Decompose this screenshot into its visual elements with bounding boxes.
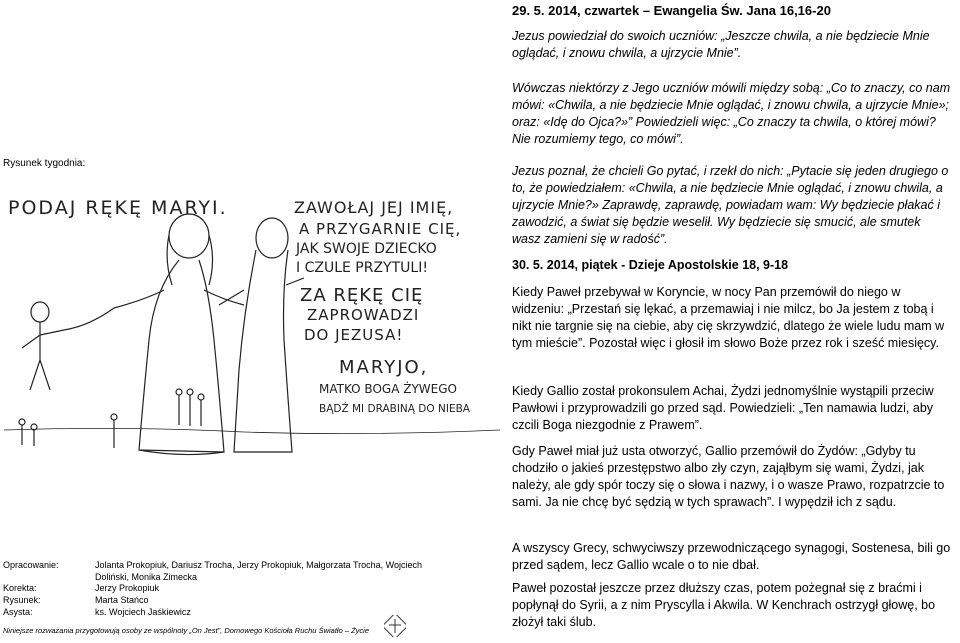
drawing-text-3b: ZAPROWADZI	[307, 306, 420, 324]
acts-paragraph-3: Gdy Paweł miał już usta otworzyć, Gallio przemówił do Żydów: „Gdyby tu chodziło o jakieś przestępstwo albo zły czyn, zająłbym się wami, Żydzi, jak należy, ale gdy spór toczy się o słowa i nazwy, i o wasze Prawo, rozpatrzcie to sami. Ja nie chcę być sędzią w tych sprawach”. I wypędził ich z sądu.	[512, 444, 945, 509]
credits-korekta-value: Jerzy Prokopiuk	[95, 583, 160, 593]
acts-paragraph-5: Paweł pozostał jeszcze przez dłuższy czas, potem pożegnał się z braćmi i popłynął do Syrii, a z nim Pryscylla i Akwila. W Kenchrach ostrzygł głowę, bo złożył taki ślub.	[512, 581, 936, 629]
drawing-text-4c: BĄDŹ MI DRABINĄ DO NIEBA	[319, 403, 470, 415]
gospel-heading: 29. 5. 2014, czwartek – Ewangelia Św. Jana 16,16-20	[512, 3, 831, 18]
drawing-text-3a: ZA RĘKĘ CIĘ	[300, 285, 424, 306]
drawing-text-2b: A PRZYGARNIE CIĘ,	[299, 220, 462, 238]
credits-asysta-value: ks. Wojciech Jaśkiewicz	[95, 607, 191, 617]
footer-note: Niniejsze rozważania przygotowują osoby ze wspólnoty „On Jest”, Domowego Kościoła Ruchu Światło – Życie	[3, 626, 369, 635]
gospel-paragraph-3: Jezus poznał, że chcieli Go pytać, i rzekł do nich: „Pytacie się jeden drugiego o to, że powiedziałem: «Chwila, a nie będziecie Mnie oglądać, i znowu chwila, a ujrzycie Mnie?» Zaprawdę, zaprawdę, powiadam wam: Wy będziecie płakać i zawodzić, a świat się będzie weselił. Wy będziecie się smucić, ale smutek wasz zamieni się w radość”.	[512, 164, 949, 246]
drawing-text-2c: JAK SWOJE DZIECKO	[296, 241, 437, 257]
acts-paragraph-1: Kiedy Paweł przebywał w Koryncie, w nocy Pan przemówił do niego w widzeniu: „Przestań się lękać, a przemawiaj i nie milcz, bo Ja jestem z tobą i nikt nie targnie się na ciebie, aby cię skrzywdzić, dlatego że wiele ludu mam w tym mieście”. Pozostał więc i głosił im słowo Boże przez rok i sześć miesięcy.	[512, 285, 945, 350]
acts-paragraph-4: A wszyscy Grecy, schwyciwszy przewodniczącego synagogi, Sostenesa, bili go przed sądem, lecz Gallio wcale o to nie dbał.	[512, 541, 951, 572]
drawing-text-2a: ZAWOŁAJ JEJ IMIĘ,	[294, 198, 454, 217]
drawing-text-4b: MATKO BOGA ŻYWEGO	[319, 382, 457, 396]
credits-asysta-label: Asysta:	[3, 607, 33, 617]
acts-heading: 30. 5. 2014, piątek - Dzieje Apostolskie 18, 9-18	[512, 258, 789, 272]
gospel-paragraph-1: Jezus powiedział do swoich uczniów: „Jeszcze chwila, a nie będziecie Mnie oglądać, i znowu chwila, a ujrzycie Mnie”.	[512, 29, 930, 60]
drawing-label: Rysunek tygodnia:	[3, 158, 86, 169]
gospel-paragraph-2: Wówczas niektórzy z Jego uczniów mówili między sobą: „Co to znaczy, co nam mówi: «Chwila, a nie będziecie Mnie oglądać, i znowu chwila, a ujrzycie Mnie»; oraz: «Idę do Ojca?»” Powiedzieli więc: „Co znaczy ta chwila, o której mówi? Nie rozumiemy tego, co mówi”.	[512, 81, 951, 146]
movement-logo-icon	[384, 615, 406, 637]
acts-paragraph-2: Kiedy Gallio został prokonsulem Achai, Żydzi jednomyślnie wystąpili przeciw Pawłowi i przyprowadzili go przed sąd. Powiedzieli: „Ten namawia ludzi, aby czcili Boga niezgodnie z Prawem”.	[512, 384, 934, 432]
credits-opracowanie-value: Jolanta Prokopiuk, Dariusz Trocha, Jerzy Prokopiuk, Małgorzata Trocha, Wojciech Doliński, Monika Zimecka	[95, 560, 422, 582]
drawing-text-2d: I CZULE PRZYTULI!	[296, 260, 428, 276]
credits-opracowanie-label: Opracowanie:	[3, 560, 59, 570]
credits-rysunek-value: Marta Stańco	[95, 595, 149, 605]
credits-korekta-label: Korekta:	[3, 583, 37, 593]
drawing-text-3c: DO JEZUSA!	[304, 326, 404, 344]
weekly-drawing	[4, 190, 500, 490]
credits-rysunek-label: Rysunek:	[3, 595, 41, 605]
drawing-text-4a: MARYJO,	[339, 357, 429, 378]
drawing-text-1: PODAJ RĘKĘ MARYI.	[8, 197, 228, 219]
